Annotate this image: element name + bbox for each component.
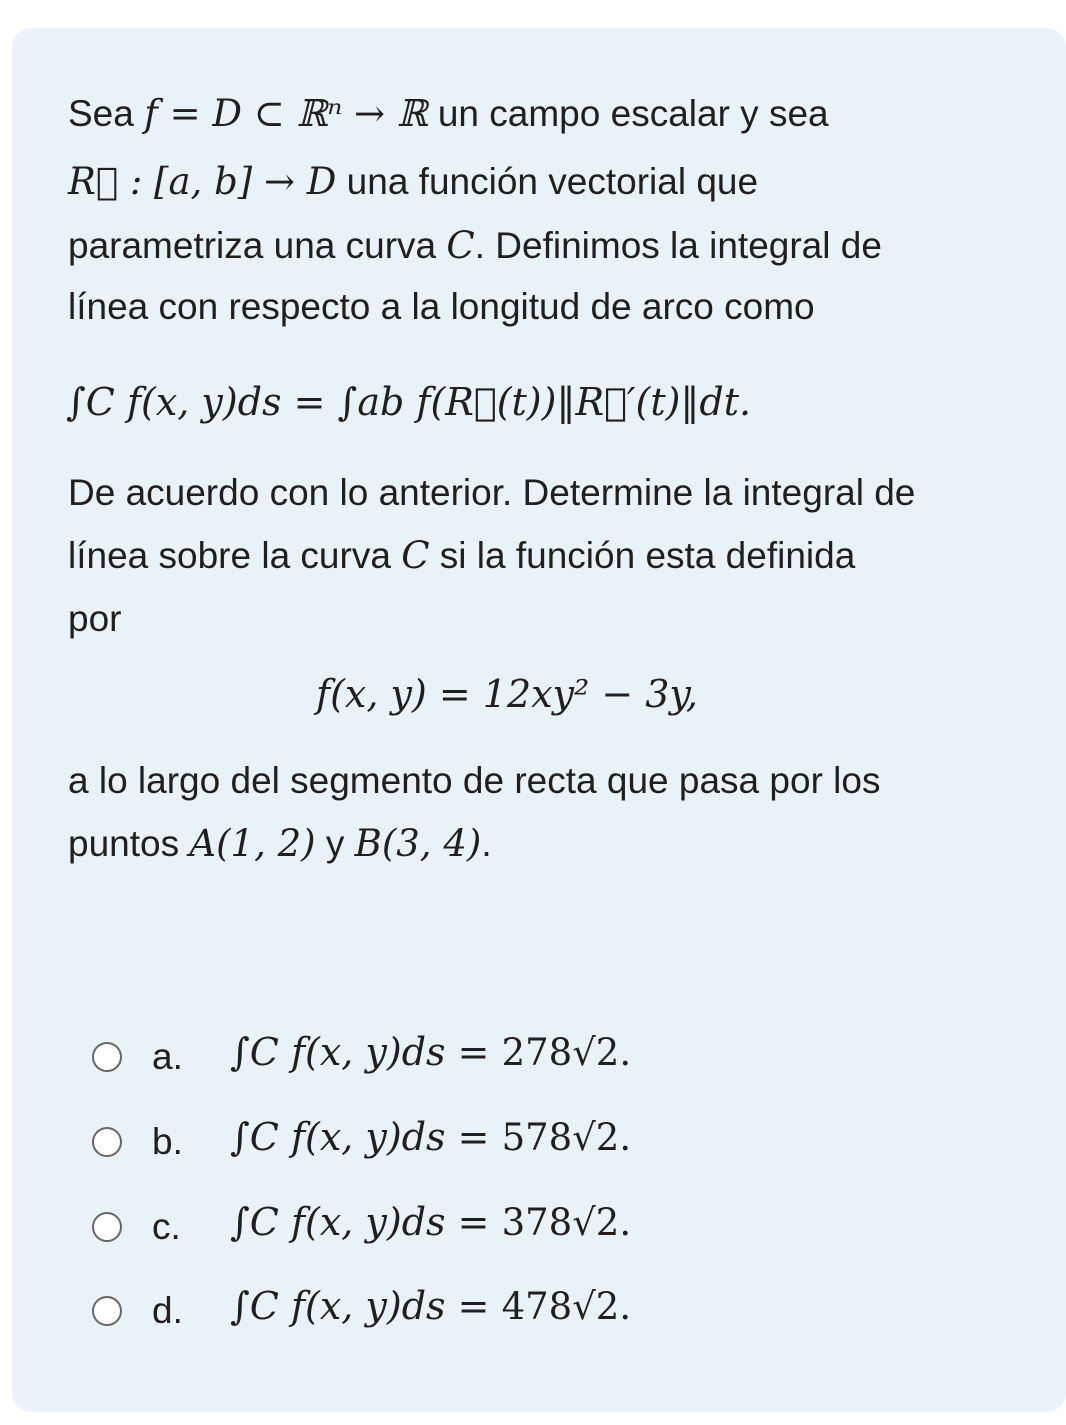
answer-end: . <box>619 1285 632 1328</box>
text-fragment: . <box>481 823 492 864</box>
text-fragment: Sea <box>68 93 145 134</box>
answer-coefficient: 578 <box>501 1116 573 1159</box>
line-integral-definition: ∫C f(x, y)ds = ∫ab f(R⃗(t))‖R⃗′(t)‖dt. <box>66 380 752 424</box>
radio-button[interactable] <box>92 1127 122 1157</box>
sqrt-symbol: √ <box>572 1031 596 1074</box>
sqrt-symbol: √ <box>572 1285 596 1328</box>
answer-end: . <box>619 1031 632 1074</box>
text-fragment: . Definimos la integral de <box>474 225 882 266</box>
text-fragment: parametriza una curva <box>68 225 447 266</box>
answer-lhs: ∫C f(x, y)ds = <box>230 1030 502 1074</box>
sqrt-symbol: √ <box>572 1201 596 1244</box>
option-answer <box>230 1284 631 1328</box>
answer-lhs: ∫C f(x, y)ds = <box>230 1284 502 1328</box>
text-fragment: línea sobre la curva <box>68 535 402 576</box>
function-definition: f(x, y) = 12xy² − 3y, <box>316 672 698 716</box>
question-line-8: a lo largo del segmento de recta que pasa por los <box>68 760 881 801</box>
answer-lhs: ∫C f(x, y)ds = <box>230 1200 502 1244</box>
answer-coefficient: 278 <box>501 1031 573 1074</box>
question-line-1 <box>68 92 829 135</box>
answer-coefficient: 378 <box>501 1201 573 1244</box>
question-line-9 <box>68 822 492 865</box>
option-answer <box>230 1030 631 1074</box>
option-letter: c. <box>152 1206 181 1247</box>
answer-end: . <box>619 1116 632 1159</box>
option-letter: b. <box>152 1121 183 1162</box>
math-fragment: R⃗ : [a, b] → D <box>68 160 337 203</box>
option-c[interactable] <box>92 1200 792 1260</box>
question-line-7: por <box>68 598 122 639</box>
math-fragment: f = D ⊂ ℝⁿ → ℝ <box>144 92 428 135</box>
sqrt-symbol: √ <box>572 1116 596 1159</box>
answer-end: . <box>619 1201 632 1244</box>
option-answer <box>230 1200 631 1244</box>
answer-radicand: 2 <box>595 1201 620 1244</box>
option-b[interactable] <box>92 1115 792 1175</box>
radio-button[interactable] <box>92 1042 122 1072</box>
text-fragment: un campo escalar y sea <box>427 93 829 134</box>
question-line-5: De acuerdo con lo anterior. Determine la integral de <box>68 472 916 513</box>
answer-radicand: 2 <box>595 1116 620 1159</box>
text-fragment: puntos <box>68 823 190 864</box>
answer-radicand: 2 <box>595 1031 620 1074</box>
text-fragment: y <box>315 823 355 864</box>
point-a: A(1, 2) <box>189 822 316 865</box>
question-line-2 <box>68 160 758 203</box>
option-letter: a. <box>152 1036 183 1077</box>
radio-button[interactable] <box>92 1296 122 1326</box>
text-fragment: si la función esta definida <box>429 535 856 576</box>
question-line-4: línea con respecto a la longitud de arco como <box>68 286 815 327</box>
math-fragment: C <box>401 534 430 577</box>
option-letter: d. <box>152 1290 183 1331</box>
option-d[interactable] <box>92 1284 792 1344</box>
answer-coefficient: 478 <box>501 1285 573 1328</box>
answer-lhs: ∫C f(x, y)ds = <box>230 1115 502 1159</box>
radio-button[interactable] <box>92 1212 122 1242</box>
math-fragment: C <box>446 224 475 267</box>
point-b: B(3, 4) <box>354 822 482 865</box>
answer-radicand: 2 <box>595 1285 620 1328</box>
option-a[interactable] <box>92 1030 792 1090</box>
question-line-3 <box>68 224 882 267</box>
option-answer <box>230 1115 631 1159</box>
text-fragment: una función vectorial que <box>336 161 759 202</box>
question-line-6 <box>68 534 855 577</box>
